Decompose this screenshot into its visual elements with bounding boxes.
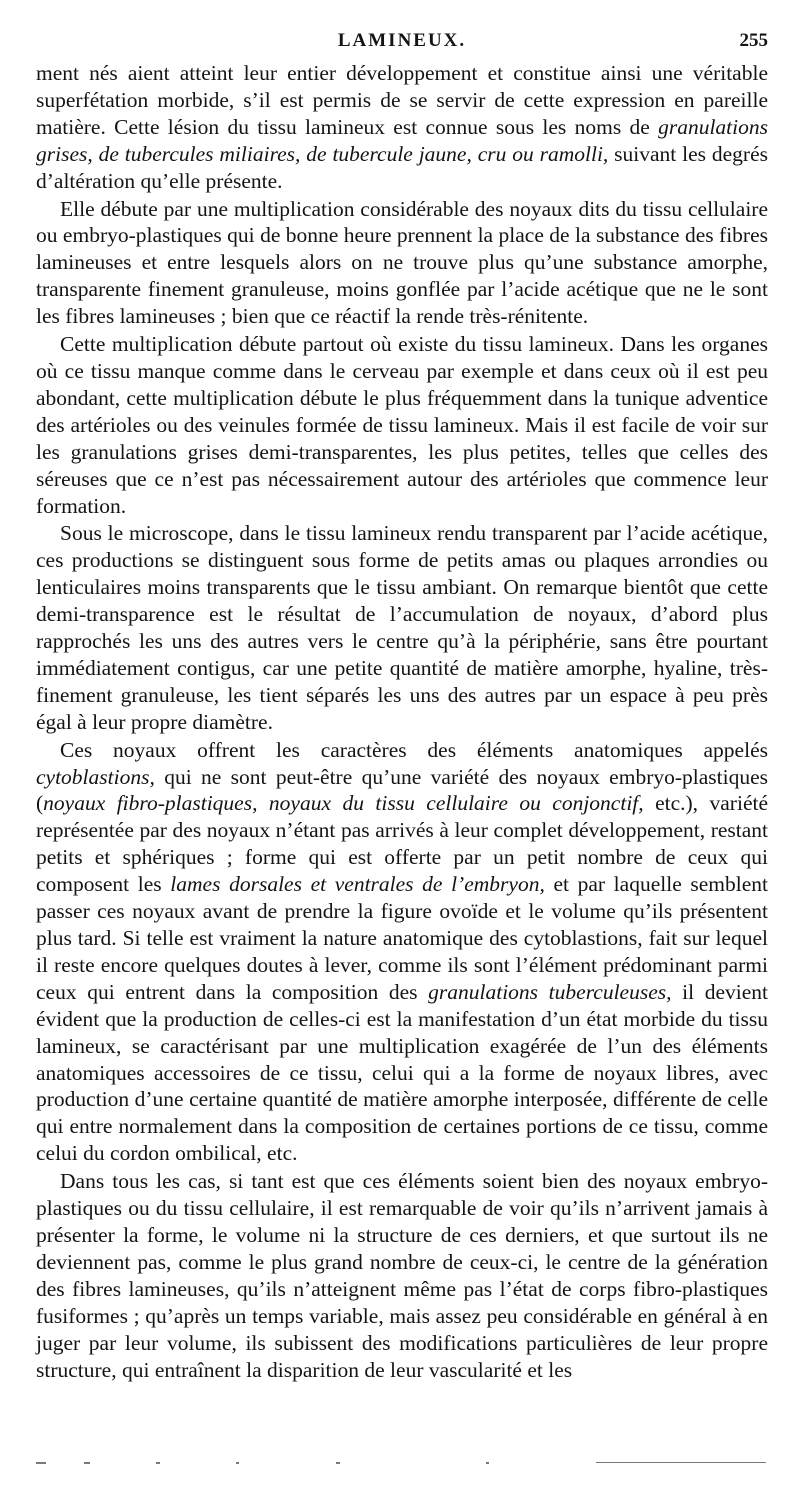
text-run: il devient évident que la production de celles-ci est la manifestation d’un état morbide du tissu lamineux, se caractérisant par une multiplication exagérée de l’un des éléments anatomiques accessoires de ce tissu, celui qui a la forme de noyaux libres, avec production d’une certaine quantité de matière amorphe interposée, différente de celle qui entre normalement dans la composition de certaines portions de ce tissu, comme celui du cordon ombilical, etc. bbox=[36, 979, 768, 1166]
running-title: LAMINEUX. bbox=[337, 30, 467, 51]
text-run: qui ne sont peut-être qu’une variété des noyaux embryo-plastiques ( bbox=[36, 764, 768, 816]
italic-term: cytoblastions, bbox=[36, 764, 155, 789]
body-text bbox=[36, 60, 768, 1383]
paragraph bbox=[36, 520, 768, 735]
text-run: etc.), variété représentée par des noyaux n’étant pas arrivés à leur complet développement, restant petits et sphériques ; forme qui est offerte par un petit nombre de ceux qui composent les bbox=[36, 791, 768, 897]
italic-term: noyaux fibro-plastiques, noyaux du tissu cellulaire ou conjonctif, bbox=[43, 791, 644, 816]
text-run: et par laquelle semblent passer ces noyaux avant de prendre la figure ovoïde et le volume qu’ils présentent plus tard. Si telle est vraiment la nature anatomique des cytoblastions, fait sur lequel il reste encore quelques doutes à lever, comme ils sont l’élément prédominant parmi ceux qui entrent dans la composition des bbox=[36, 872, 768, 1004]
italic-term: granulations tuberculeuses, bbox=[428, 979, 672, 1004]
text-run: Dans tous les cas, si tant est que ces éléments soient bien des noyaux embryo-plastiques ou du tissu cellulaire, il est remarquable de voir qu’ils n’arrivent jamais à présenter la forme, le volume ni la structure de ces derniers, et que surtout ils ne deviennent pas, comme le plus grand nombre de ceux-ci, le centre de la génération des fibres lamineuses, qu’ils n’atteignent même pas l’état de corps fibro-plastiques fusiformes ; qu’après un temps variable, mais assez peu considérable en général à en juger par leur volume, ils subissent des modifications particulières de leur propre structure, qui entraînent la disparition de leur vascularité et les bbox=[36, 1169, 768, 1382]
paragraph bbox=[36, 737, 768, 1168]
running-head bbox=[36, 26, 768, 56]
bottom-edge-marks bbox=[36, 1462, 768, 1468]
paragraph bbox=[36, 60, 768, 195]
text-run: Sous le microscope, dans le tissu lamineux rendu transparent par l’acide acétique, ces productions se distinguent sous forme de petits amas ou plaques arrondies ou lenticulaires moins transparents que le tissu ambiant. On remarque bientôt que cette demi-transparence est le résultat de l’accumulation de noyaux, d’abord plus rapprochés les uns des autres vers le centre qu’à la périphérie, sans être pourtant immédiatement contigus, car une petite quantité de matière amorphe, hyaline, très-finement granuleuse, les tient séparés les uns des autres par un espace à peu près égal à leur propre diamètre. bbox=[36, 521, 768, 734]
text-run: Ces noyaux offrent les caractères des éléments anatomiques appelés bbox=[60, 737, 768, 762]
paragraph bbox=[36, 196, 768, 331]
text-run: Cette multiplication débute partout où existe du tissu lamineux. Dans les organes où ce tissu manque comme dans le cerveau par exemple et dans ceux où il est peu abondant, cette multiplication débute le plus fréquemment dans la tunique adventice des artérioles ou des veinules formée de tissu lamineux. Mais il est facile de voir sur les granulations grises demi-transparentes, les plus petites, telles que celles des séreuses que ce n’est pas nécessairement autour des artérioles que commence leur formation. bbox=[36, 332, 768, 518]
text-run: Elle débute par une multiplication considérable des noyaux dits du tissu cellulaire ou embryo-plastiques qui de bonne heure prennent la place de la substance des fibres lamineuses et entre lesquels alors on ne trouve plus qu’une substance amorphe, transparente finement granuleuse, moins gonflée par l’acide acétique que ne le sont les fibres lamineuses ; bien que ce réactif la rende très-rénitente. bbox=[36, 196, 768, 329]
text-run: suivant les degrés d’altération qu’elle présente. bbox=[36, 141, 768, 193]
paragraph bbox=[36, 331, 768, 519]
italic-term: granulations grises, de tubercules miliaires, de tubercule jaune, cru ou ramolli, bbox=[36, 114, 768, 166]
text-run: ment nés aient atteint leur entier développement et constitue ainsi une véritable superfétation morbide, s’il est permis de se servir de cette expression en pareille matière. Cette lésion du tissu lamineux est connue sous les noms de bbox=[36, 61, 768, 139]
page-number: 255 bbox=[739, 30, 768, 51]
italic-term: lames dorsales et ventrales de l’embryon, bbox=[170, 872, 545, 897]
paragraph bbox=[36, 1168, 768, 1383]
